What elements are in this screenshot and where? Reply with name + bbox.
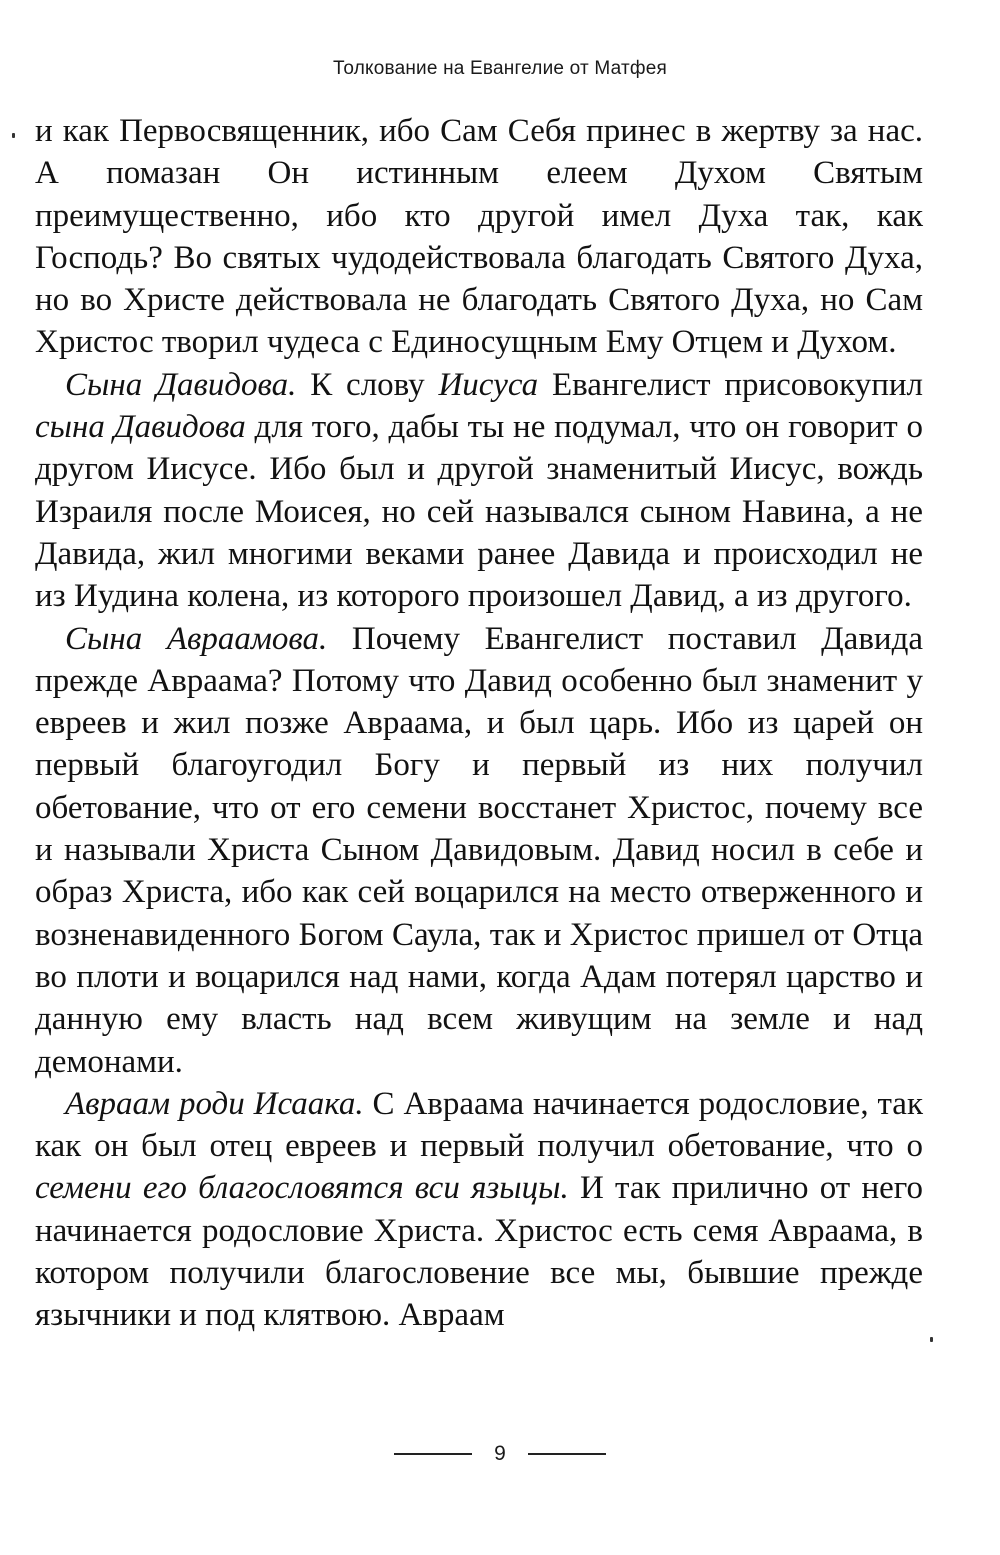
- paragraph-2-emphasis-2: сына Давидова: [35, 409, 246, 446]
- margin-speck: [12, 133, 15, 138]
- paragraph-1: [35, 110, 923, 364]
- paragraph-4-text-2: И так прилично от него начинается родословие Христа. Христос есть семя Авраама, в котором получили благословение все мы, бывшие прежде язычники и под клятвою. Авраам: [35, 1170, 923, 1334]
- margin-speck: [930, 1337, 933, 1342]
- paragraph-3-lead: Сына Авраамова.: [65, 620, 328, 657]
- paragraph-4-text-1: С Авраама начинается родословие, так как он был отец евреев и первый получил обетование, что о: [35, 1085, 923, 1165]
- paragraph-2-emphasis-1: Иисуса: [438, 366, 539, 403]
- folio-rule-left: [394, 1453, 472, 1455]
- page-folio: [0, 1442, 1000, 1466]
- paragraph-4-lead: Авраам роди Исаака.: [65, 1085, 364, 1122]
- paragraph-3-text: Почему Евангелист поставил Давида прежде Авраама? Потому что Давид особенно был знаменит у евреев и жил позже Авраама, и был царь. Ибо из царей он первый благоугодил Богу и первый из них получил обетование, что от его семени восстанет Христос, почему все и называли Христа Сыном Давидовым. Давид носил в себе и образ Христа, ибо как сей воцарился на место отверженного и возненавиденного Богом Саула, так и Христос пришел от Отца во плоти и воцарился над нами, когда Адам потерял царство и данную ему власть над всем живущим на земле и над демонами.: [35, 620, 924, 1080]
- paragraph-3: [35, 618, 923, 1083]
- paragraph-2-text-3: для того, дабы ты не подумал, что он говорит о другом Иисусе. Ибо был и другой знаменитый Иисус, вождь Израиля после Моисея, но сей назывался сыном Навина, а не Давида, жил многими веками ранее Давида и происходил не из Иудина колена, из которого произошел Давид, а из другого.: [35, 409, 923, 615]
- paragraph-2-lead: Сына Давидова.: [65, 366, 297, 403]
- paragraph-2-text-1: К слову: [296, 366, 439, 403]
- paragraph-2: [35, 364, 923, 618]
- running-header: Толкование на Евангелие от Матфея: [333, 58, 667, 79]
- page-number: 9: [494, 1442, 506, 1465]
- folio-rule-right: [528, 1453, 606, 1455]
- paragraph-4-emphasis-1: семени его благословятся вси языцы.: [35, 1170, 569, 1207]
- paragraph-4: [35, 1083, 923, 1337]
- paragraph-2-text-2: Евангелист присовокупил: [538, 366, 923, 403]
- page-body: [35, 110, 923, 1337]
- paragraph-1-text: и как Первосвященник, ибо Сам Себя принес в жертву за нас. А помазан Он истинным елеем Духом Святым преимущественно, ибо кто другой имел Духа так, как Господь? Во святых чудодействовала благодать Святого Духа, но во Христе действовала не благодать Святого Духа, но Сам Христос творил чудеса с Единосущным Ему Отцем и Духом.: [35, 113, 923, 361]
